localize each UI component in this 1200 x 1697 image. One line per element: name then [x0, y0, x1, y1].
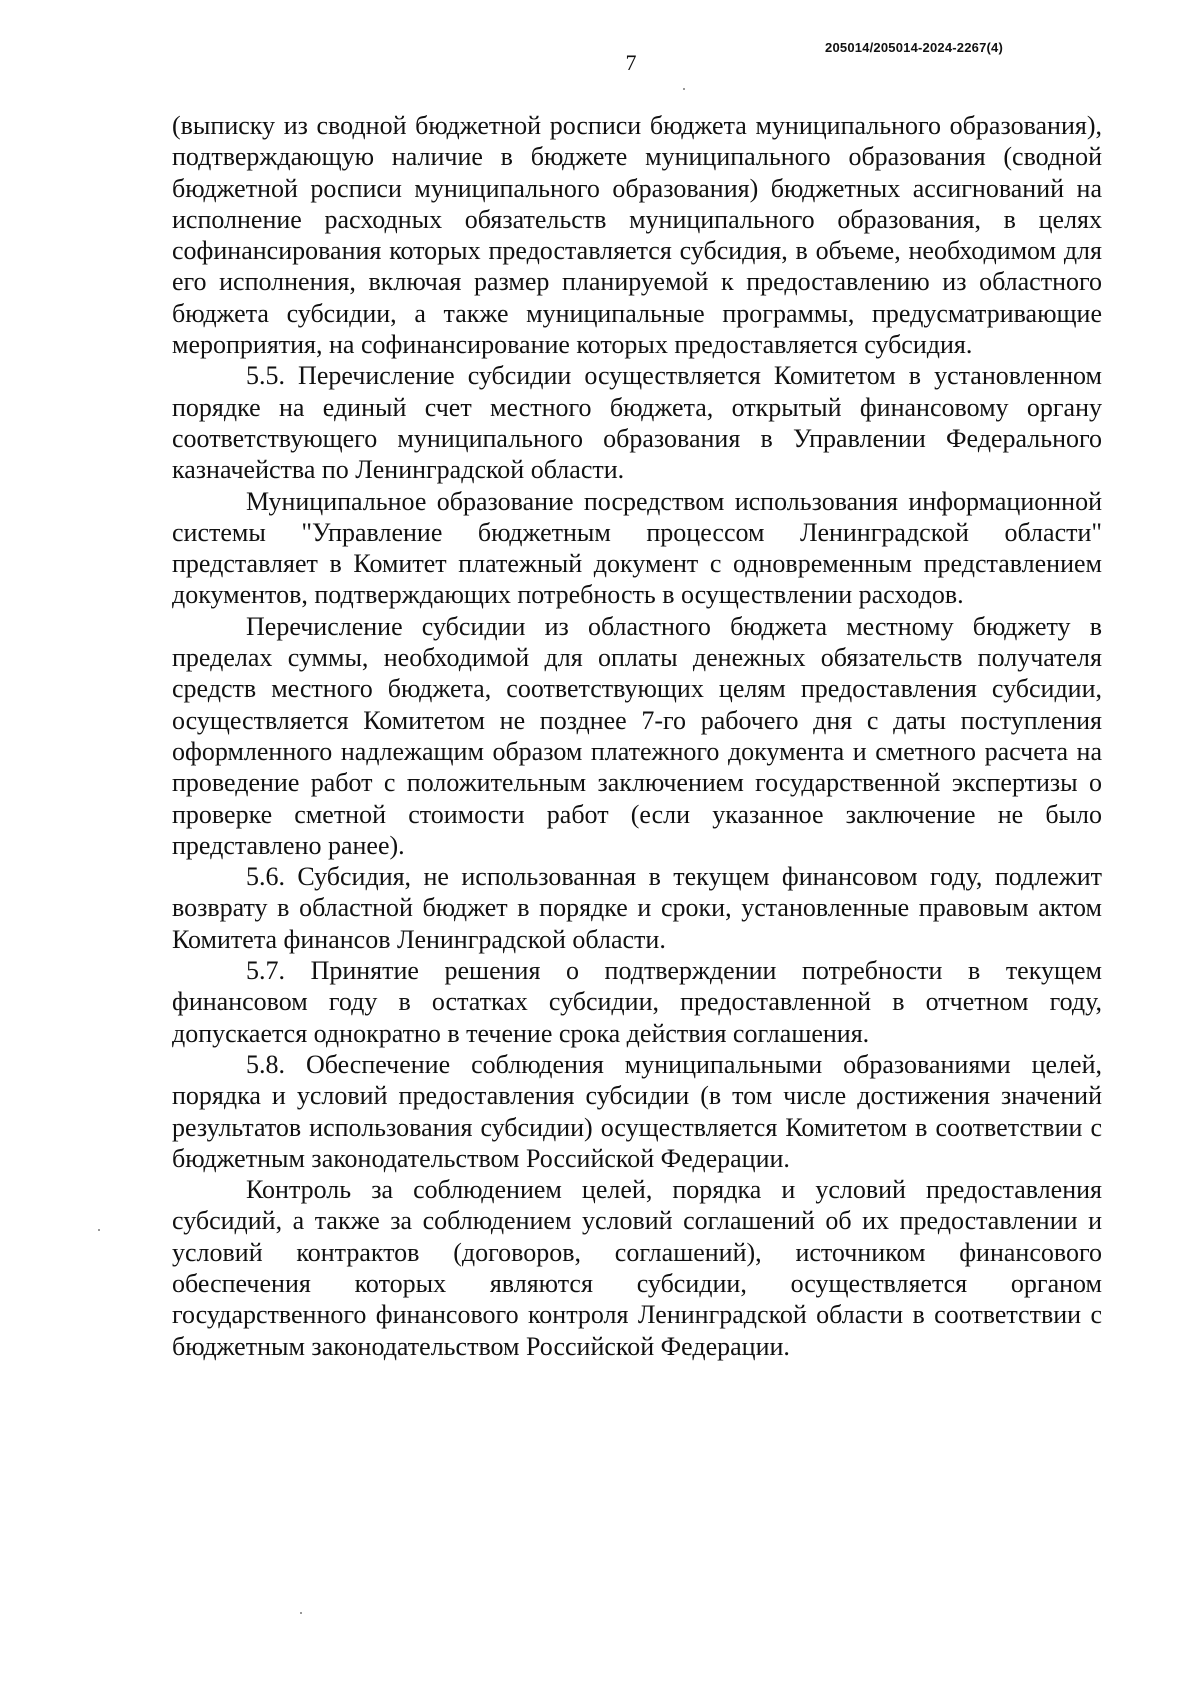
scan-speck	[98, 1229, 100, 1231]
document-registration-number: 205014/205014-2024-2267(4)	[825, 40, 1003, 55]
paragraph-payment-document: Муниципальное образование посредством использования информационной системы "Управление бюджетным процессом Ленинградской области" представляет в Комитет платежный документ с одновременным представлением документов, подтверждающих потребность в осуществлении расходов.	[172, 486, 1102, 610]
paragraph-5-7: 5.7. Принятие решения о подтверждении потребности в текущем финансовом году в остатках субсидии, предоставленной в отчетном году, допускается однократно в течение срока действия соглашения.	[172, 956, 1102, 1048]
page-number: 7	[625, 50, 637, 75]
paragraph-5-5: 5.5. Перечисление субсидии осуществляется Комитетом в установленном порядке на единый счет местного бюджета, открытый финансовому органу соответствующего муниципального образования в Управлении Федерального казначейства по Ленинградской области.	[172, 361, 1102, 485]
document-body	[172, 110, 1102, 1362]
paragraph-continuation: (выписку из сводной бюджетной росписи бюджета муниципального образования), подтверждающую наличие в бюджете муниципального образования (сводной бюджетной росписи муниципального образования) бюджетных ассигнований на исполнение расходных обязательств муниципального образования, в целях софинансирования которых предоставляется субсидия, в объеме, необходимом для его исполнения, включая размер планируемой к предоставлению из областного бюджета субсидии, а также муниципальные программы, предусматривающие мероприятия, на софинансирование которых предоставляется субсидия.	[172, 111, 1102, 360]
paragraph-control: Контроль за соблюдением целей, порядка и условий предоставления субсидий, а также за соблюдением условий соглашений об их предоставлении и условий контрактов (договоров, соглашений), источником финансового обеспечения которых являются субсидии, осуществляется органом государственного финансового контроля Ленинградской области в соответствии с бюджетным законодательством Российской Федерации.	[172, 1175, 1102, 1361]
scan-speck	[683, 88, 685, 90]
paragraph-5-6: 5.6. Субсидия, не использованная в текущем финансовом году, подлежит возврату в областной бюджет в порядке и сроки, установленные правовым актом Комитета финансов Ленинградской области.	[172, 862, 1102, 954]
paragraph-5-8: 5.8. Обеспечение соблюдения муниципальными образованиями целей, порядка и условий предоставления субсидии (в том числе достижения значений результатов использования субсидии) осуществляется Комитетом в соответствии с бюджетным законодательством Российской Федерации.	[172, 1049, 1102, 1173]
paragraph-transfer-terms: Перечисление субсидии из областного бюджета местному бюджету в пределах суммы, необходимой для оплаты денежных обязательств получателя средств местного бюджета, соответствующих целям предоставления субсидии, осуществляется Комитетом не позднее 7-го рабочего дня с даты поступления оформленного надлежащим образом платежного документа и сметного расчета на проведение работ с положительным заключением государственной экспертизы о проверке сметной стоимости работ (если указанное заключение не было представлено ранее).	[172, 611, 1102, 860]
scan-speck	[300, 1612, 302, 1614]
